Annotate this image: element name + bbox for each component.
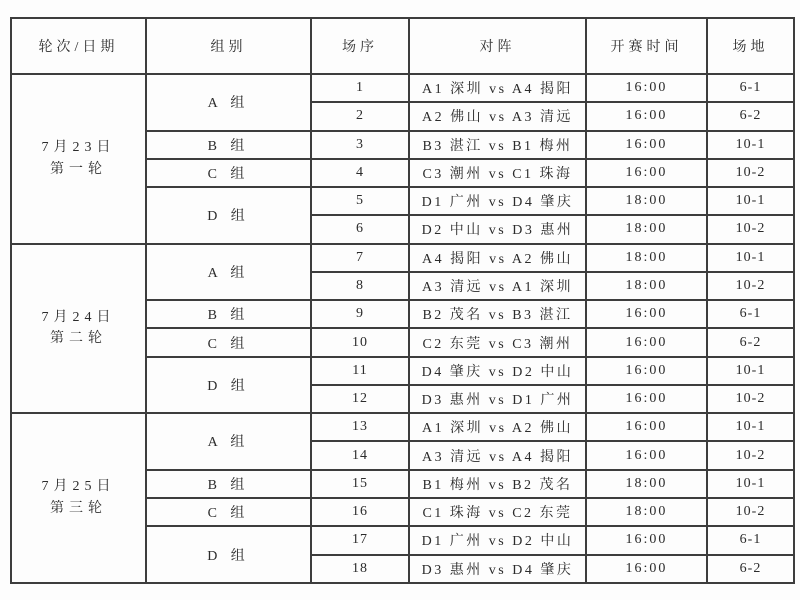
- header-round-date: 轮次/日期: [11, 18, 146, 74]
- match-no-cell: 9: [311, 300, 409, 328]
- match-no-cell: 15: [311, 470, 409, 498]
- time-cell: 16:00: [586, 300, 707, 328]
- time-cell: 18:00: [586, 272, 707, 300]
- time-cell: 16:00: [586, 413, 707, 441]
- time-cell: 16:00: [586, 74, 707, 102]
- matchup-cell: A1 深圳 vs A4 揭阳: [409, 74, 586, 102]
- matchup-cell: A1 深圳 vs A2 佛山: [409, 413, 586, 441]
- match-no-cell: 2: [311, 102, 409, 130]
- venue-cell: 10-2: [707, 215, 794, 243]
- matchup-cell: D2 中山 vs D3 惠州: [409, 215, 586, 243]
- date-cell-round3: [11, 413, 146, 583]
- time-cell: 16:00: [586, 131, 707, 159]
- group-cell-c: C 组: [146, 159, 311, 187]
- matchup-cell: B3 湛江 vs B1 梅州: [409, 131, 586, 159]
- group-cell-d: D 组: [146, 526, 311, 583]
- round-text: 第一轮: [50, 161, 107, 177]
- venue-cell: 6-2: [707, 102, 794, 130]
- group-cell-a: A 组: [146, 413, 311, 470]
- venue-cell: 6-2: [707, 555, 794, 583]
- time-cell: 18:00: [586, 187, 707, 215]
- time-cell: 16:00: [586, 357, 707, 385]
- matchup-cell: D4 肇庆 vs D2 中山: [409, 357, 586, 385]
- matchup-cell: B1 梅州 vs B2 茂名: [409, 470, 586, 498]
- venue-cell: 10-2: [707, 385, 794, 413]
- matchup-cell: B2 茂名 vs B3 湛江: [409, 300, 586, 328]
- matchup-cell: A3 清远 vs A1 深圳: [409, 272, 586, 300]
- matchup-cell: A4 揭阳 vs A2 佛山: [409, 244, 586, 272]
- venue-cell: 10-2: [707, 498, 794, 526]
- venue-cell: 10-1: [707, 131, 794, 159]
- matchup-cell: A2 佛山 vs A3 清远: [409, 102, 586, 130]
- matchup-cell: D3 惠州 vs D1 广州: [409, 385, 586, 413]
- match-row: [11, 74, 794, 102]
- round-text: 第二轮: [50, 331, 107, 347]
- match-no-cell: 12: [311, 385, 409, 413]
- date-text: 7月24日: [41, 309, 116, 325]
- round-text: 第三轮: [50, 501, 107, 517]
- group-cell-b: B 组: [146, 131, 311, 159]
- date-text: 7月25日: [41, 479, 116, 495]
- match-no-cell: 1: [311, 74, 409, 102]
- group-cell-b: B 组: [146, 300, 311, 328]
- time-cell: 18:00: [586, 470, 707, 498]
- group-cell-c: C 组: [146, 328, 311, 356]
- group-cell-d: D 组: [146, 357, 311, 414]
- venue-cell: 10-2: [707, 272, 794, 300]
- venue-cell: 10-2: [707, 159, 794, 187]
- venue-cell: 10-2: [707, 441, 794, 469]
- group-cell-c: C 组: [146, 498, 311, 526]
- venue-cell: 10-1: [707, 187, 794, 215]
- group-cell-a: A 组: [146, 244, 311, 301]
- matchup-cell: A3 清远 vs A4 揭阳: [409, 441, 586, 469]
- match-no-cell: 7: [311, 244, 409, 272]
- match-no-cell: 18: [311, 555, 409, 583]
- venue-cell: 10-1: [707, 470, 794, 498]
- date-cell-round1: [11, 74, 146, 244]
- header-match-no: 场序: [311, 18, 409, 74]
- matchup-cell: C1 珠海 vs C2 东莞: [409, 498, 586, 526]
- venue-cell: 10-1: [707, 413, 794, 441]
- time-cell: 16:00: [586, 328, 707, 356]
- match-schedule-table: [10, 17, 795, 584]
- time-cell: 16:00: [586, 526, 707, 554]
- time-cell: 16:00: [586, 441, 707, 469]
- header-venue: 场地: [707, 18, 794, 74]
- time-cell: 18:00: [586, 244, 707, 272]
- match-no-cell: 3: [311, 131, 409, 159]
- table-header-row: [11, 18, 794, 74]
- match-no-cell: 8: [311, 272, 409, 300]
- venue-cell: 6-1: [707, 526, 794, 554]
- time-cell: 16:00: [586, 555, 707, 583]
- matchup-cell: C3 潮州 vs C1 珠海: [409, 159, 586, 187]
- time-cell: 16:00: [586, 102, 707, 130]
- match-no-cell: 14: [311, 441, 409, 469]
- matchup-cell: C2 东莞 vs C3 潮州: [409, 328, 586, 356]
- header-group: 组别: [146, 18, 311, 74]
- venue-cell: 6-1: [707, 74, 794, 102]
- venue-cell: 10-1: [707, 357, 794, 385]
- group-cell-b: B 组: [146, 470, 311, 498]
- match-row: [11, 413, 794, 441]
- time-cell: 16:00: [586, 159, 707, 187]
- header-matchup: 对阵: [409, 18, 586, 74]
- venue-cell: 6-2: [707, 328, 794, 356]
- match-no-cell: 17: [311, 526, 409, 554]
- match-no-cell: 13: [311, 413, 409, 441]
- match-no-cell: 10: [311, 328, 409, 356]
- group-cell-d: D 组: [146, 187, 311, 244]
- matchup-cell: D1 广州 vs D2 中山: [409, 526, 586, 554]
- match-row: [11, 244, 794, 272]
- venue-cell: 6-1: [707, 300, 794, 328]
- matchup-cell: D3 惠州 vs D4 肇庆: [409, 555, 586, 583]
- match-no-cell: 16: [311, 498, 409, 526]
- match-no-cell: 4: [311, 159, 409, 187]
- match-no-cell: 5: [311, 187, 409, 215]
- date-cell-round2: [11, 244, 146, 414]
- match-no-cell: 6: [311, 215, 409, 243]
- date-text: 7月23日: [41, 140, 116, 156]
- header-start-time: 开赛时间: [586, 18, 707, 74]
- matchup-cell: D1 广州 vs D4 肇庆: [409, 187, 586, 215]
- time-cell: 18:00: [586, 215, 707, 243]
- venue-cell: 10-1: [707, 244, 794, 272]
- match-no-cell: 11: [311, 357, 409, 385]
- group-cell-a: A 组: [146, 74, 311, 131]
- time-cell: 18:00: [586, 498, 707, 526]
- time-cell: 16:00: [586, 385, 707, 413]
